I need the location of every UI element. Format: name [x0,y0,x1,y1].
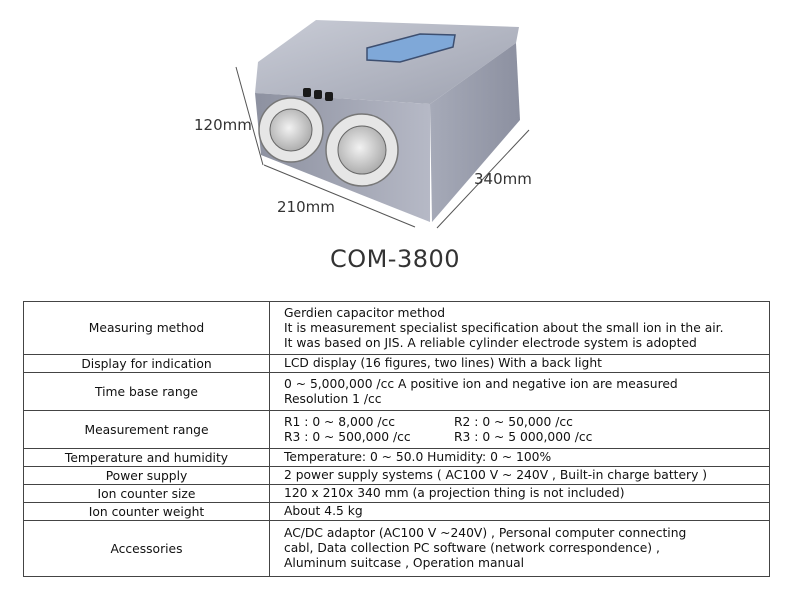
spec-value [270,485,770,503]
spec-label: Temperature and humidity [24,449,270,467]
range-value: R2 : 0 ~ 50,000 /cc [454,414,573,429]
table-row [24,485,770,503]
spec-value-line: cabl, Data collection PC software (network correspondence) , [284,541,660,555]
spec-value-line: It was based on JIS. A reliable cylinder electrode system is adopted [284,335,697,350]
spec-label: Ion counter size [24,485,270,503]
table-row [24,449,770,467]
device-illustration [0,0,790,285]
table-row [24,302,770,355]
spec-value [270,467,770,485]
specification-table [23,301,770,577]
spec-value-line: Resolution 1 /cc [284,391,382,406]
spec-value-line: 120 x 210x 340 mm (a projection thing is not included) [284,486,625,500]
table-row [24,411,770,449]
range-value: R1 : 0 ~ 8,000 /cc [284,414,396,429]
button-icon [325,92,333,101]
table-row [24,521,770,577]
spec-label: Accessories [24,521,270,577]
table-row [24,373,770,411]
spec-value [270,355,770,373]
spec-value [270,411,770,449]
spec-value-line: About 4.5 kg [284,504,363,518]
height-dimension-label: 120mm [194,116,252,134]
spec-value-line: Gerdien capacitor method [284,305,446,320]
spec-value-line: 2 power supply systems ( AC100 V ~ 240V , Built-in charge battery ) [284,468,708,482]
model-name: COM-3800 [329,245,461,273]
range-line [284,430,769,445]
width-dimension-label: 210mm [277,198,335,216]
spec-value [270,521,770,577]
spec-value [270,302,770,355]
table-row [24,467,770,485]
spec-label: Power supply [24,467,270,485]
spec-label: Ion counter weight [24,503,270,521]
table-row [24,355,770,373]
spec-value-line: Temperature: 0 ~ 50.0 Humidity: 0 ~ 100% [284,450,552,464]
spec-label: Measuring method [24,302,270,355]
range-line [284,415,769,430]
spec-value-line: It is measurement specialist specification about the small ion in the air. [284,320,724,335]
spec-value-line: 0 ~ 5,000,000 /cc A positive ion and negative ion are measured [284,376,678,391]
spec-value-line: LCD display (16 figures, two lines) With a back light [284,356,602,370]
spec-value-line: AC/DC adaptor (AC100 V ~240V) , Personal computer connecting [284,526,687,540]
spec-value [270,503,770,521]
button-icon [314,90,322,99]
product-photo-area [0,0,790,285]
spec-label: Display for indication [24,355,270,373]
button-icon [303,88,311,97]
spec-value [270,373,770,411]
range-value: R3 : 0 ~ 500,000 /cc [284,429,411,444]
spec-label: Time base range [24,373,270,411]
spec-value-line: Aluminum suitcase , Operation manual [284,556,525,570]
spec-value [270,449,770,467]
depth-dimension-label: 340mm [474,170,532,188]
range-value: R3 : 0 ~ 5 000,000 /cc [454,429,593,444]
spec-label: Measurement range [24,411,270,449]
table-row [24,503,770,521]
